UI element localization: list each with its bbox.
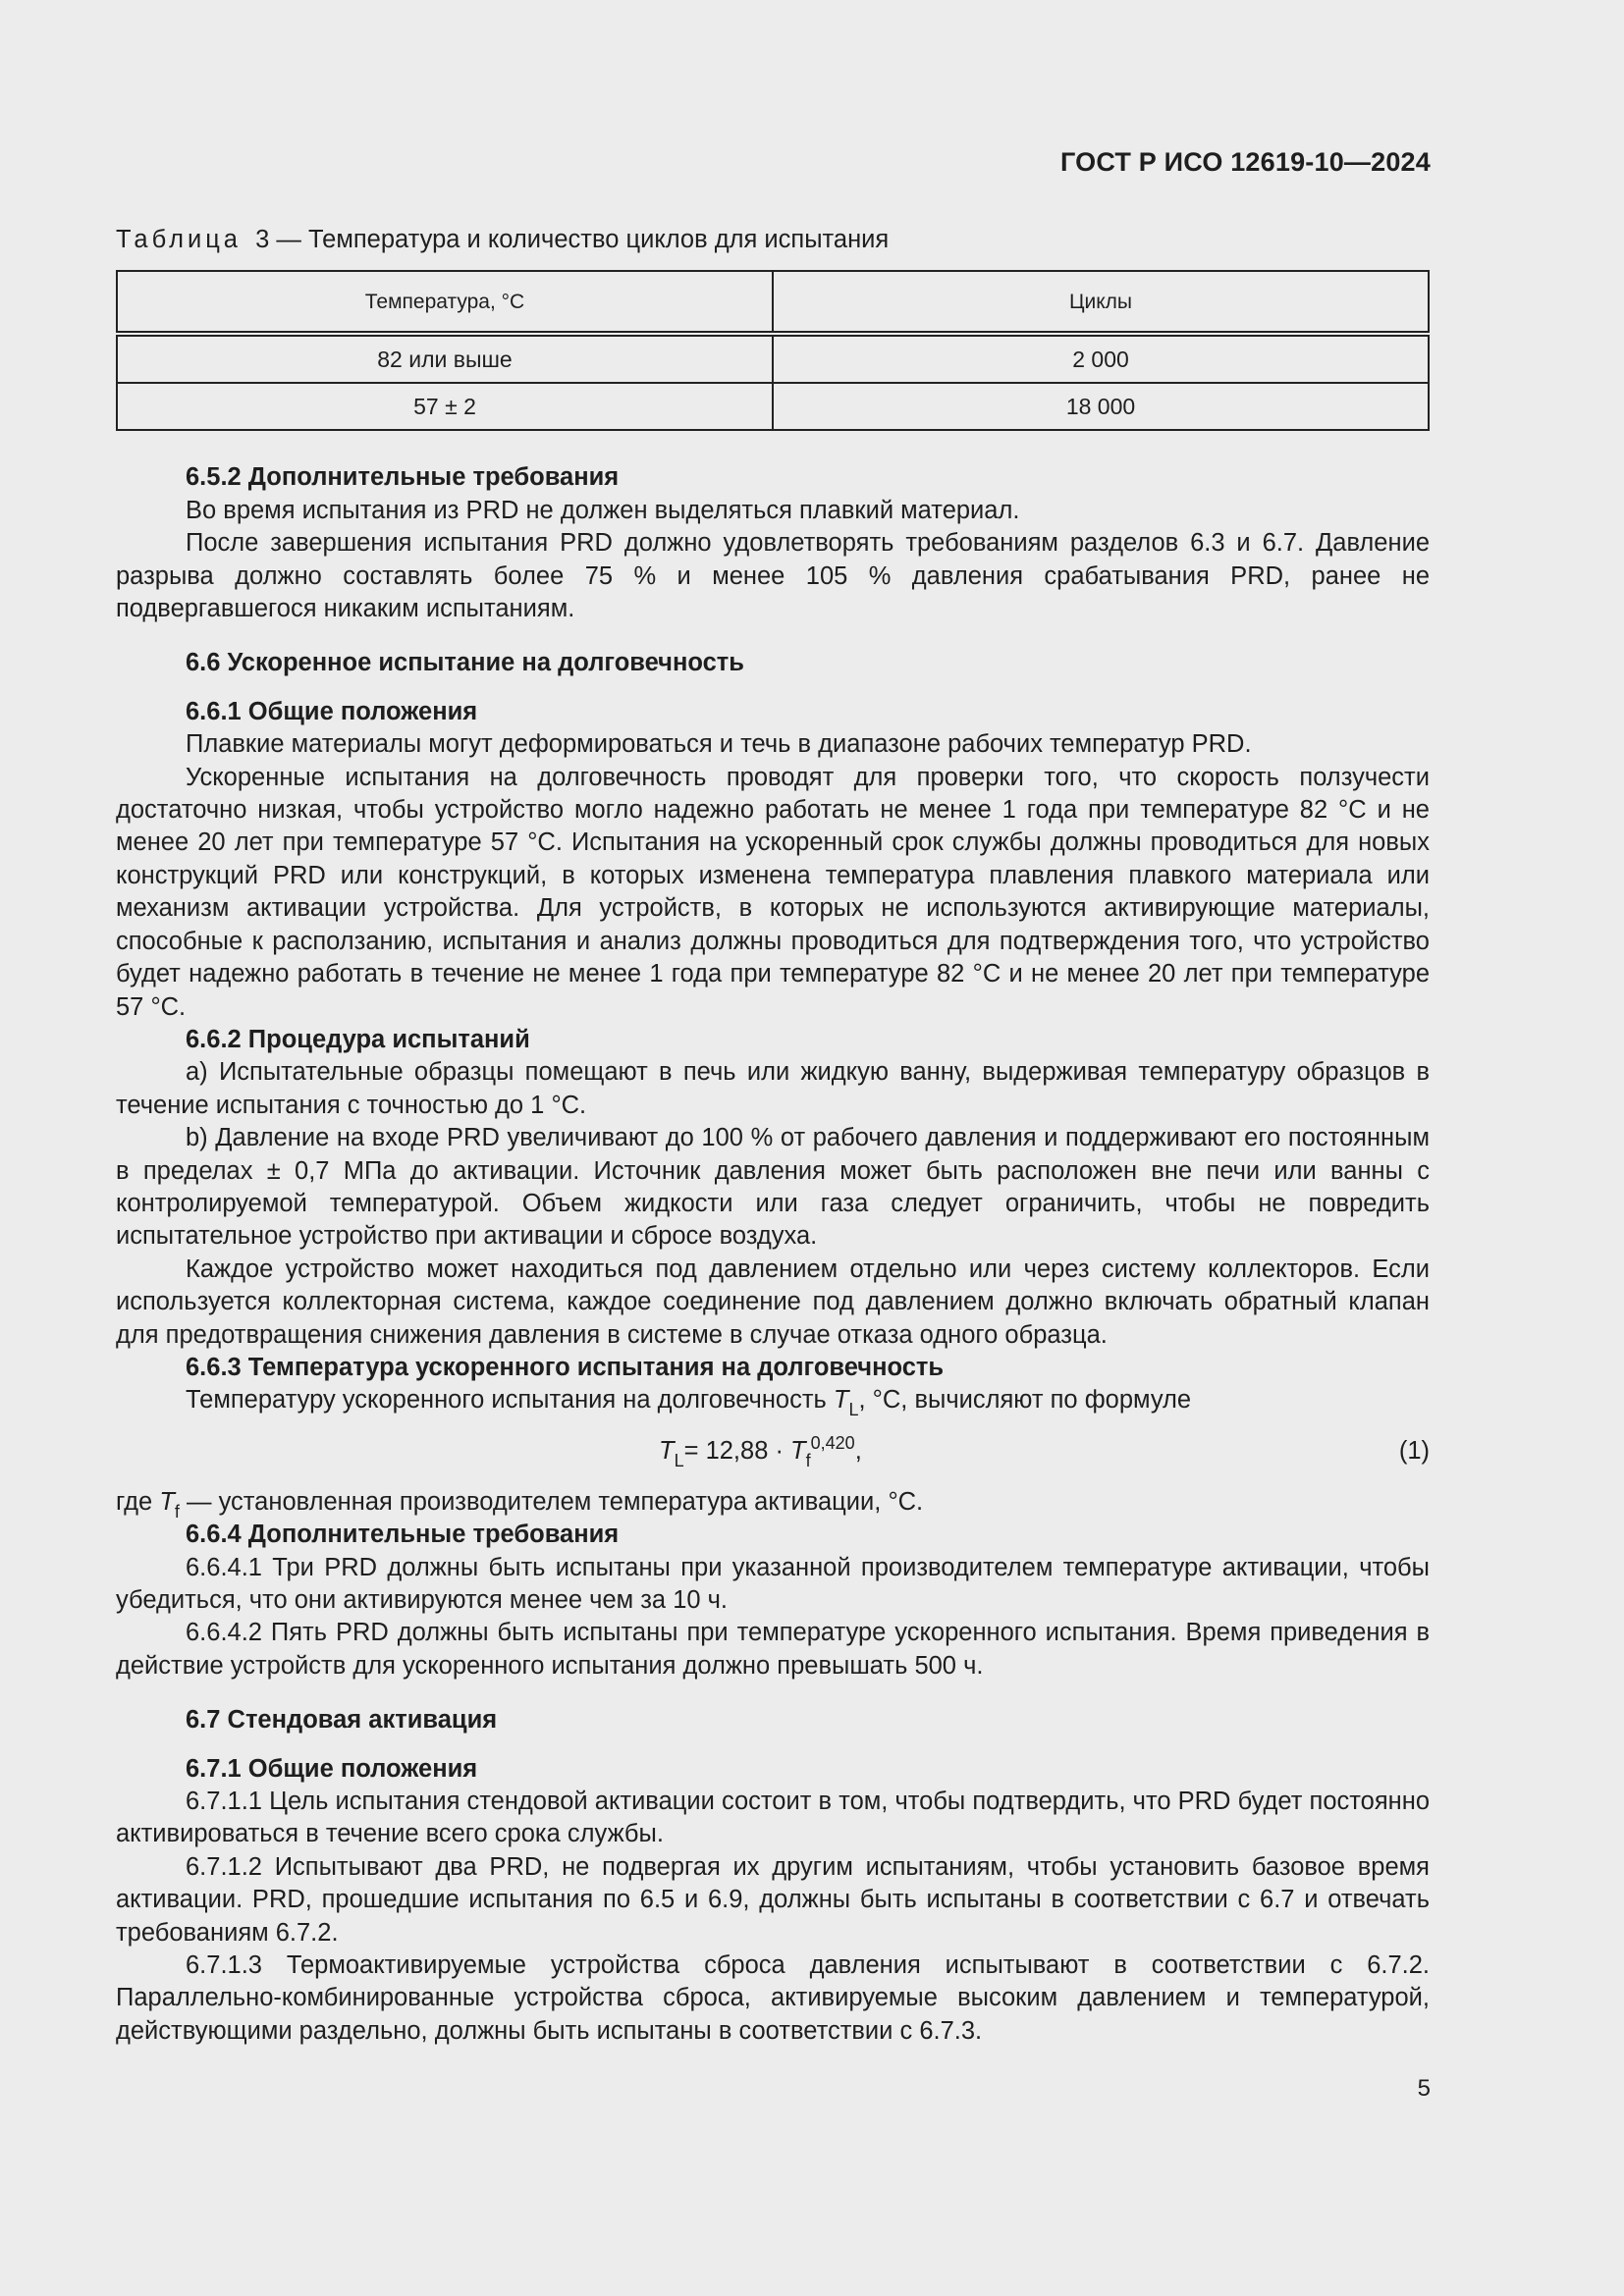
column-header-cycles: Циклы [773, 271, 1429, 334]
formula-where [116, 1486, 1430, 1522]
document-code: ГОСТ Р ИСО 12619-10—2024 [1060, 147, 1431, 177]
table-header-row [117, 271, 1429, 334]
section-heading-6-7-1: 6.7.1 Общие положения [186, 1754, 478, 1783]
formula-lhs: T [659, 1436, 675, 1465]
table-row [117, 334, 1429, 383]
section-heading-6-5-2: 6.5.2 Дополнительные требования [186, 463, 620, 492]
symbol-tf: T [159, 1487, 175, 1516]
paragraph: Плавкие материалы могут деформироваться и течь в диапазоне рабочих температур PRD. [186, 730, 1252, 759]
table-row [117, 383, 1429, 430]
section-heading-6-7: 6.7 Стендовая активация [186, 1706, 498, 1735]
section-heading-6-6-3: 6.6.3 Температура ускоренного испытания на долговечность [186, 1353, 945, 1381]
paragraph: 6.6.4.2 Пять PRD должны быть испытаны при температуре ускоренного испытания. Время приведения в действие устройств для ускоренного испытания должно превышать 500 ч. [116, 1619, 1430, 1680]
formula-intro-text: Температуру ускоренного испытания на долговечность [186, 1386, 827, 1415]
list-item-a: a) Испытательные образцы помещают в печь или жидкую ванну, выдерживая температуру образцов в течение испытания с точностью до 1 °C. [116, 1058, 1430, 1119]
paragraph: Ускоренные испытания на долговечность проводят для проверки того, что скорость ползучести достаточно низкая, чтобы устройство могло надежно работать не менее 1 года при температуре 82 °C и не менее 20 лет при температуре 57 °C. Испытания на ускоренный срок службы должны проводиться для новых конструкций PRD или конструкций, в которых изменена температура плавления плавкого материала или механизм активации устройства. Для устройств, в которых не используются активирующие материалы, способные к расползанию, испытания и анализ должны проводиться для подтверждения того, что устройство будет надежно работать в течение не менее 1 года при температуре 82 °C и не менее 20 лет при температуре 57 °C. [116, 763, 1430, 1021]
formula-exponent: 0,420 [810, 1432, 855, 1453]
table-caption-label: Таблица [116, 226, 242, 253]
page-number: 5 [1417, 2075, 1431, 2102]
table-caption [116, 224, 1430, 256]
where-word: где [116, 1487, 153, 1516]
table-cell: 57 ± 2 [117, 383, 773, 430]
symbol-tl: T [833, 1386, 849, 1415]
paragraph: Во время испытания из PRD не должен выделяться плавкий материал. [186, 496, 1020, 524]
list-item-b: b) Давление на входе PRD увеличивают до 100 % от рабочего давления и поддерживают его постоянным в пределах ± 0,7 МПа до активации. Источник давления может быть расположен вне печи или ванны с контролируемой температурой. Объем жидкости или газа следует ограничить, чтобы не повредить испытательное устройство при активации и сбросе воздуха. [116, 1124, 1430, 1251]
formula-lhs-subscript: L [674, 1450, 684, 1470]
temperature-cycles-table [116, 270, 1430, 431]
section-heading-6-6-2: 6.6.2 Процедура испытаний [186, 1025, 530, 1053]
symbol-tf-subscript: f [174, 1501, 180, 1522]
table-caption-text: 3 — Температура и количество циклов для испытания [255, 226, 890, 253]
table-cell: 2 000 [773, 334, 1429, 383]
formula-end: , [854, 1436, 862, 1465]
section-heading-6-6-1: 6.6.1 Общие положения [186, 697, 478, 725]
paragraph: 6.7.1.3 Термоактивируемые устройства сброса давления испытывают в соответствии с 6.7.2. Параллельно-комбинированные устройства сброса, активируемые высоким давлением и температурой, действующими раздельно, должны быть испытаны в соответствии с 6.7.3. [116, 1951, 1430, 2045]
section-heading-6-6-4: 6.6.4 Дополнительные требования [186, 1521, 620, 1549]
formula-variable-subscript: f [805, 1450, 811, 1470]
formula [659, 1432, 862, 1470]
formula-variable: T [790, 1436, 806, 1465]
paragraph: После завершения испытания PRD должно удовлетворять требованиям разделов 6.3 и 6.7. Давление разрыва должно составлять более 75 % и менее 105 % давления срабатывания PRD, ранее не подвергавшегося никаким испытаниям. [116, 529, 1430, 623]
where-text: — установленная производителем температура активации, °C. [179, 1487, 924, 1516]
table-cell: 82 или выше [117, 334, 773, 383]
section-heading-6-6: 6.6 Ускоренное испытание на долговечность [186, 649, 744, 677]
paragraph: Каждое устройство может находиться под давлением отдельно или через систему коллекторов. Если используется коллекторная система, каждое соединение под давлением должно включать обратный клапан для предотвращения снижения давления в системе в случае отказа одного образца. [116, 1255, 1430, 1349]
formula-intro [116, 1384, 1430, 1420]
formula-number: (1) [1398, 1436, 1430, 1465]
formula-middle: = 12,88 · [683, 1436, 791, 1465]
symbol-tl-subscript: L [848, 1400, 859, 1420]
page-content [116, 224, 1430, 2048]
paragraph: 6.6.4.1 Три PRD должны быть испытаны при указанной производителем температуре активации, чтобы убедиться, что они активируются менее чем за 10 ч. [116, 1553, 1430, 1614]
formula-block [116, 1427, 1430, 1482]
paragraph: 6.7.1.2 Испытывают два PRD, не подвергая их другим испытаниям, чтобы установить базовое время активации. PRD, прошедшие испытания по 6.5 и 6.9, должны быть испытаны в соответствии с 6.7 и отвечать требованиям 6.7.2. [116, 1852, 1430, 1947]
column-header-temperature: Температура, °C [117, 271, 773, 334]
paragraph: 6.7.1.1 Цель испытания стендовой активации состоит в том, чтобы подтвердить, что PRD будет постоянно активироваться в течение всего срока службы. [116, 1788, 1430, 1848]
table-cell: 18 000 [773, 383, 1429, 430]
formula-intro-tail: , °C, вычисляют по формуле [858, 1386, 1192, 1415]
